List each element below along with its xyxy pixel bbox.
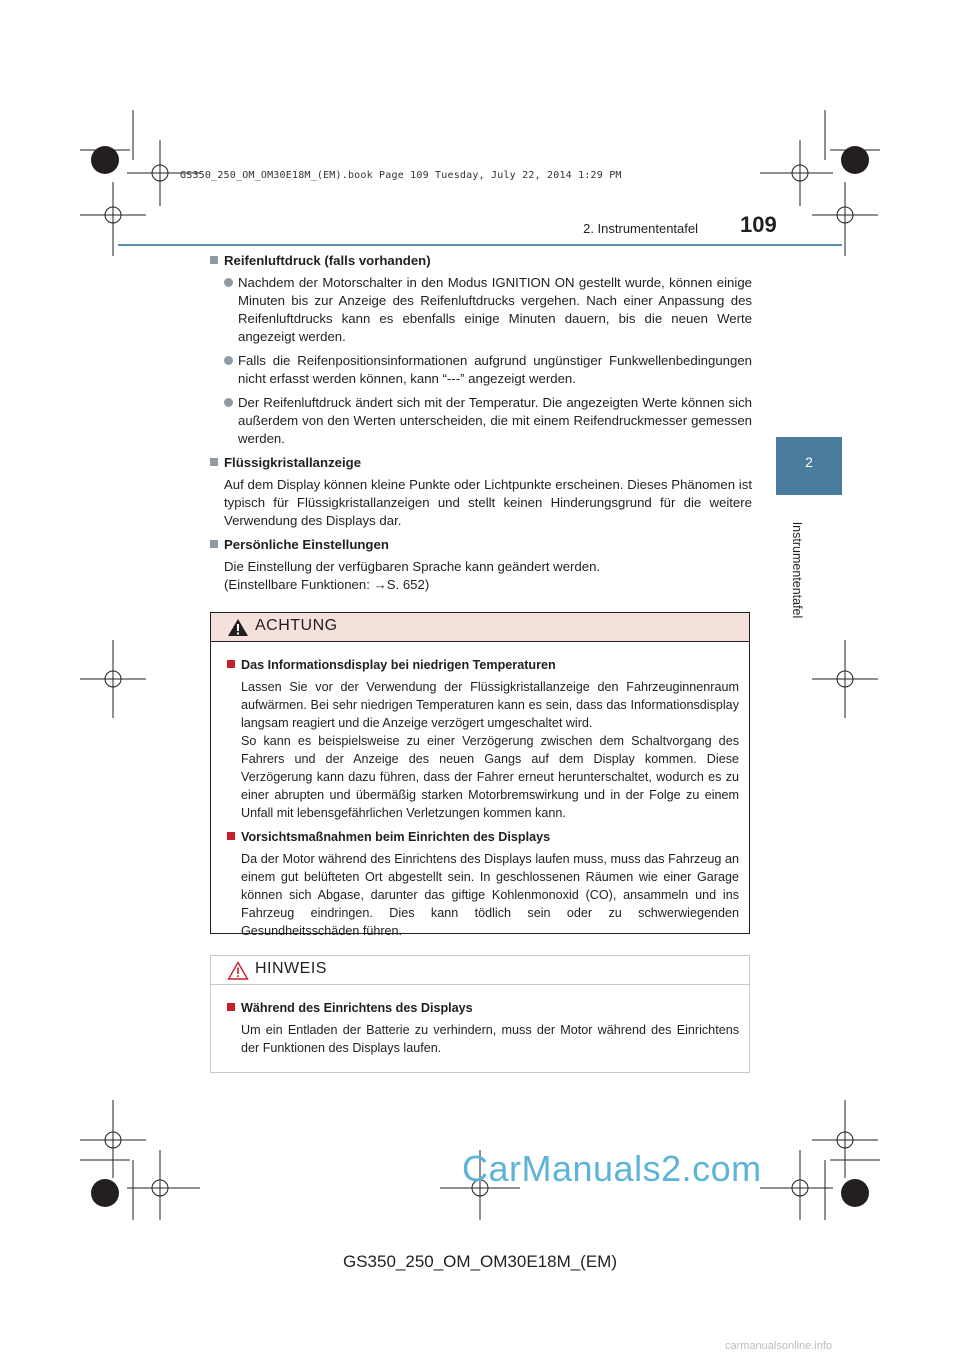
square-bullet-icon [210,458,218,466]
notice-box [210,955,750,1073]
caution-item-heading: Das Informationsdisplay bei niedrigen Temperaturen [227,656,739,674]
page-reference: (Einstellbare Funktionen: →S. 652) [224,577,430,592]
caution-item-text: Lassen Sie vor der Verwendung der Flüssigkristallanzeige den Fahrzeuginnenraum aufwärmen. Bei sehr niedrigen Temperaturen kann es sein, dass das Informationsdisplay langsam reagiert und die Anzeige verzögert umgeschaltet wird. [241,680,739,730]
caution-item-text: So kann es beispielsweise zu einer Verzögerung zwischen dem Schaltvorgang des Fahrers und der Anzeige des neuen Gangs auf dem Display kommen. Diese Verzögerung kann dazu führen, dass der Fahrer erneut herunterschaltet, wodurch es zu einer abrupten und übermäßig starken Motorbremswirkung und in der Folge zu einem Unfall mit lebensgefährlichen Verletzungen kommen kann. [241,734,739,820]
notice-header [211,956,749,985]
footer-code: GS350_250_OM_OM30E18M_(EM) [342,1252,618,1271]
list-item: Nachdem der Motorschalter in den Modus IGNITION ON gestellt wurde, können einige Minuten bis zur Anzeige des Reifenluftdrucks vergehen. Nach einer Anpassung des Reifenluftdrucks kann es ebenfalls einige Minuten dauern, bis die neuen Werte angezeigt werden. [210,274,752,346]
print-info: GS350_250_OM_OM30E18M_(EM).book Page 109 Tuesday, July 22, 2014 1:29 PM [180,170,622,181]
notice-triangle-icon [227,961,249,980]
section-heading: Reifenluftdruck (falls vorhanden) [210,252,752,270]
list-item: Falls die Reifenpositionsinformationen aufgrund ungünstiger Funkwellenbedingungen nicht erfasst werden können, kann “---” angezeigt werden. [210,352,752,388]
caution-item-text: Da der Motor während des Einrichtens des Displays laufen muss, muss das Fahrzeug an einem gut belüfteten Ort abgestellt sein. In geschlossenen Räumen wie einer Garage können sich Abgase, darunter das giftige Kohlenmonoxid (CO), ansammeln und ins Fahrzeug eindringen. Dies kann tödlich sein oder zu schwerwiegenden Gesundheitsschäden führen. [241,852,739,938]
section-paragraph: Die Einstellung der verfügbaren Sprache kann geändert werden. [224,559,601,574]
header-rule [118,244,842,246]
square-bullet-icon [227,832,235,840]
caution-box [210,612,750,938]
square-bullet-icon [210,540,218,548]
list-item: Der Reifenluftdruck ändert sich mit der Temperatur. Die angezeigten Werte können sich außerdem von den Werten unterscheiden, die mit einem Reifendruckmesser gemessen werden. [210,394,752,448]
caution-title: ACHTUNG [255,617,338,634]
section-heading: Flüssigkristallanzeige [210,454,752,472]
chapter-side-label [752,505,842,635]
chapter-label: Instrumententafel [790,521,804,619]
page-number: 109 [740,212,777,237]
square-bullet-icon [227,1003,235,1011]
caution-header [211,613,749,642]
round-bullet-icon [224,278,233,287]
watermark-secondary: carmanualsonline.info [725,1340,833,1352]
chapter-tab: 2 [776,437,842,495]
square-bullet-icon [210,256,218,264]
round-bullet-icon [224,398,233,407]
caution-body [211,642,749,958]
section-paragraph: Auf dem Display können kleine Punkte oder Lichtpunkte erscheinen. Dieses Phänomen ist typisch für Flüssigkristallanzeigen und stellt keinen Hinderungsgrund für die weitere Verwendung des Displays dar. [224,477,752,528]
notice-body [211,985,749,1075]
notice-text: Um ein Entladen der Batterie zu verhindern, muss der Motor während des Einrichtens der Funktionen des Displays laufen. [241,1023,739,1055]
section-title: 2. Instrumententafel [583,221,698,236]
main-content [210,252,752,600]
warning-triangle-icon [227,618,249,637]
notice-heading: Während des Einrichtens des Displays [227,999,739,1017]
caution-item-heading: Vorsichtsmaßnahmen beim Einrichten des Displays [227,828,739,846]
square-bullet-icon [227,660,235,668]
section-heading: Persönliche Einstellungen [210,536,752,554]
watermark: CarManuals2.com [462,1148,762,1189]
round-bullet-icon [224,356,233,365]
notice-title: HINWEIS [255,960,327,977]
